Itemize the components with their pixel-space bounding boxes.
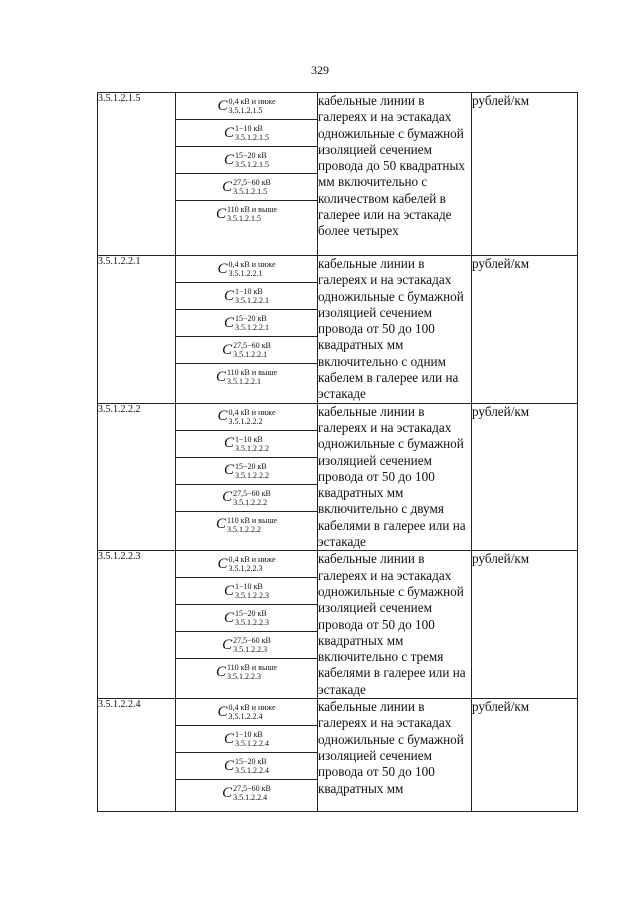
- rate-formula: [216, 663, 277, 681]
- rate-letter: C: [223, 609, 234, 626]
- rate-symbol: [176, 337, 317, 364]
- rate-formula: [224, 462, 269, 480]
- rate-letter: C: [222, 178, 233, 195]
- rate-letter: C: [223, 151, 234, 168]
- voltage-label: 15−20 кВ: [235, 461, 267, 471]
- table-row: [98, 256, 578, 404]
- rate-formula: [217, 703, 275, 721]
- rate-scripts: [228, 97, 275, 115]
- row-symbols: [176, 699, 318, 812]
- rate-index: 3.5.1.2.2.2: [233, 497, 268, 507]
- voltage-label: 15−20 кВ: [235, 314, 267, 323]
- rate-index: 3.5.1.2.1.5: [226, 214, 261, 223]
- symbol-list: [176, 404, 317, 538]
- voltage-label: 0,4 кВ и ниже: [228, 97, 276, 106]
- rate-formula: [224, 609, 269, 627]
- rate-scripts: [227, 663, 277, 681]
- rate-scripts: [227, 368, 277, 386]
- rate-letter: C: [217, 555, 228, 572]
- rate-formula: [224, 582, 269, 600]
- rate-formula: [222, 341, 271, 359]
- rate-index: 3.5.1.2.2.1: [228, 269, 263, 278]
- row-unit: рублей/км: [472, 403, 578, 551]
- rate-symbol: [176, 753, 317, 780]
- rate-symbol: [176, 310, 317, 337]
- rate-scripts: [228, 703, 275, 721]
- rate-scripts: [235, 124, 269, 142]
- rate-scripts: [235, 287, 269, 305]
- row-symbols: [176, 551, 318, 699]
- row-description: кабельные линии в галереях и на эстакадах одножильные с бумажной изоляцией сечением провода от 50 до 100 квадратных мм включительно с двумя кабелями в галерее или на эстакаде: [318, 403, 472, 551]
- rate-symbol: [176, 256, 317, 283]
- voltage-label: 27,5−60 кВ: [233, 341, 271, 350]
- row-symbols: [176, 403, 318, 551]
- rate-index: 3.5.1.2.2.2: [235, 443, 269, 453]
- rate-scripts: [235, 609, 269, 627]
- rate-letter: C: [222, 784, 233, 801]
- rate-symbol: [176, 147, 317, 174]
- rate-index: 3.5.1.2.2.1: [233, 350, 268, 359]
- rate-letter: C: [217, 260, 228, 277]
- rate-formula: [217, 408, 275, 426]
- row-code: 3.5.1.2.2.3: [98, 551, 176, 699]
- voltage-label: 27,5−60 кВ: [233, 488, 271, 498]
- voltage-label: 27,5−60 кВ: [233, 636, 271, 646]
- rate-formula: [222, 636, 271, 654]
- rate-letter: C: [223, 314, 234, 331]
- rate-scripts: [233, 341, 271, 359]
- voltage-label: 110 кВ и выше: [226, 205, 278, 214]
- rate-symbol: [176, 485, 317, 512]
- rate-formula: [217, 260, 275, 278]
- symbol-list: [176, 699, 317, 806]
- rate-scripts: [235, 314, 269, 332]
- rate-index: 3.5.1.2.1.5: [228, 106, 263, 115]
- rate-index: 3.5.1.2.2.4: [233, 793, 268, 803]
- rate-scripts: [228, 555, 275, 573]
- row-description: кабельные линии в галереях и на эстакадах одножильные с бумажной изоляцией сечением провода до 50 квадратных мм включительно с количеством кабелей в галерее или на эстакаде более четырех: [318, 93, 472, 256]
- rate-letter: C: [223, 582, 234, 599]
- rate-formula: [216, 205, 277, 223]
- rate-index: 3.5.1.2.2.4: [235, 739, 269, 749]
- row-description: кабельные линии в галереях и на эстакадах одножильные с бумажной изоляцией сечением провода от 50 до 100 квадратных мм включительно с одним кабелем в галерее или на эстакаде: [318, 256, 472, 404]
- symbol-list: [176, 93, 317, 227]
- rate-scripts: [233, 178, 271, 196]
- voltage-label: 27,5−60 кВ: [233, 178, 271, 187]
- row-unit: рублей/км: [472, 699, 578, 812]
- row-code: 3.5.1.2.1.5: [98, 93, 176, 256]
- row-unit: рублей/км: [472, 551, 578, 699]
- rate-symbol: [176, 659, 317, 685]
- voltage-label: 15−20 кВ: [235, 609, 267, 619]
- rate-index: 3.5.1.2.2.2: [228, 416, 263, 426]
- rate-symbol: [176, 404, 317, 431]
- rate-scripts: [227, 205, 277, 223]
- rate-formula: [222, 489, 271, 507]
- rate-symbol: [176, 632, 317, 659]
- table-row: [98, 93, 578, 256]
- rate-symbol: [176, 364, 317, 390]
- voltage-label: 110 кВ и выше: [226, 515, 278, 525]
- rate-letter: C: [215, 663, 226, 680]
- rate-index: 3.5.1.2.2.4: [235, 766, 269, 776]
- row-description: кабельные линии в галереях и на эстакадах одножильные с бумажной изоляцией сечением провода от 50 до 100 квадратных мм включительно с тремя кабелями в галерее или на эстакаде: [318, 551, 472, 699]
- rate-index: 3.5.1.2.2.1: [235, 296, 269, 305]
- voltage-label: 0,4 кВ и ниже: [228, 407, 276, 417]
- row-code: 3.5.1.2.2.2: [98, 403, 176, 551]
- rate-letter: C: [223, 757, 234, 774]
- rate-formula: [216, 368, 277, 386]
- rate-index: 3.5.1.2.2.1: [235, 323, 269, 332]
- rate-formula: [217, 555, 275, 573]
- rate-index: 3.5.1.2.2.3: [235, 591, 269, 601]
- rate-symbol: [176, 201, 317, 227]
- rate-symbol: [176, 605, 317, 632]
- rate-letter: C: [223, 124, 234, 141]
- voltage-label: 0,4 кВ и ниже: [228, 703, 276, 713]
- voltage-label: 110 кВ и выше: [226, 663, 278, 673]
- table-row: [98, 403, 578, 551]
- rate-index: 3.5.1.2.1.5: [235, 160, 269, 169]
- row-unit: рублей/км: [472, 93, 578, 256]
- rate-formula: [224, 314, 269, 332]
- voltage-label: 1−10 кВ: [235, 287, 263, 296]
- voltage-label: 15−20 кВ: [235, 757, 267, 767]
- voltage-label: 0,4 кВ и ниже: [228, 555, 276, 565]
- rate-index: 3.5.1.2.2.3: [226, 672, 261, 682]
- row-symbols: [176, 256, 318, 404]
- rate-symbol: [176, 699, 317, 726]
- row-description: кабельные линии в галереях и на эстакадах одножильные с бумажной изоляцией сечением провода от 50 до 100 квадратных мм: [318, 699, 472, 812]
- rate-symbol: [176, 458, 317, 485]
- rate-symbol: [176, 578, 317, 605]
- symbol-list: [176, 551, 317, 685]
- rate-formula: [222, 784, 271, 802]
- rate-symbol: [176, 726, 317, 753]
- rate-symbol: [176, 780, 317, 806]
- rate-index: 3.5.1.2.1.5: [233, 187, 268, 196]
- table-row: [98, 699, 578, 812]
- rate-formula: [216, 516, 277, 534]
- rate-scripts: [235, 151, 269, 169]
- rate-scripts: [233, 636, 271, 654]
- tariff-table: [97, 92, 578, 812]
- page-number: 329: [311, 63, 329, 77]
- rate-formula: [224, 757, 269, 775]
- rate-letter: C: [222, 489, 233, 506]
- rate-scripts: [235, 757, 269, 775]
- rate-letter: C: [215, 516, 226, 533]
- voltage-label: 15−20 кВ: [235, 151, 267, 160]
- rate-formula: [224, 435, 269, 453]
- rate-formula: [217, 97, 275, 115]
- row-code: 3.5.1.2.2.4: [98, 699, 176, 812]
- rate-letter: C: [215, 368, 226, 385]
- rate-symbol: [176, 551, 317, 578]
- rate-letter: C: [217, 408, 228, 425]
- voltage-label: 0,4 кВ и ниже: [228, 260, 276, 269]
- rate-letter: C: [223, 287, 234, 304]
- voltage-label: 27,5−60 кВ: [233, 784, 271, 794]
- rate-symbol: [176, 174, 317, 201]
- table-row: [98, 551, 578, 699]
- rate-scripts: [233, 489, 271, 507]
- rate-symbol: [176, 120, 317, 147]
- symbol-list: [176, 256, 317, 390]
- rate-index: 3.5.1.2.2.3: [233, 645, 268, 655]
- rate-index: 3.5.1.2.1.5: [235, 133, 269, 142]
- voltage-label: 1−10 кВ: [235, 124, 263, 133]
- rate-formula: [224, 151, 269, 169]
- row-unit: рублей/км: [472, 256, 578, 404]
- rate-letter: C: [223, 462, 234, 479]
- rate-formula: [222, 178, 271, 196]
- row-symbols: [176, 93, 318, 256]
- rate-formula: [224, 124, 269, 142]
- rate-symbol: [176, 283, 317, 310]
- rate-scripts: [235, 462, 269, 480]
- rate-scripts: [235, 435, 269, 453]
- rate-index: 3.5.1.2.2.4: [228, 712, 263, 722]
- rate-index: 3.5.1.2.2.2: [235, 470, 269, 480]
- rate-letter: C: [222, 636, 233, 653]
- voltage-label: 1−10 кВ: [235, 730, 263, 740]
- rate-letter: C: [223, 730, 234, 747]
- row-code: 3.5.1.2.2.1: [98, 256, 176, 404]
- rate-scripts: [235, 730, 269, 748]
- voltage-label: 1−10 кВ: [235, 434, 263, 444]
- rate-scripts: [227, 516, 277, 534]
- rate-letter: C: [217, 97, 228, 114]
- rate-symbol: [176, 93, 317, 120]
- table-body: [98, 93, 578, 812]
- rate-scripts: [233, 784, 271, 802]
- rate-letter: C: [223, 435, 234, 452]
- rate-index: 3.5.1.2.2.3: [235, 618, 269, 628]
- rate-formula: [224, 730, 269, 748]
- rate-symbol: [176, 512, 317, 538]
- rate-scripts: [228, 260, 275, 278]
- rate-scripts: [235, 582, 269, 600]
- rate-formula: [224, 287, 269, 305]
- rate-index: 3.5.1.2.2.1: [226, 377, 261, 386]
- rate-letter: C: [222, 341, 233, 358]
- rate-letter: C: [215, 205, 226, 222]
- rate-symbol: [176, 431, 317, 458]
- rate-index: 3.5.1.2.2.2: [226, 524, 261, 534]
- rate-scripts: [228, 408, 275, 426]
- voltage-label: 110 кВ и выше: [226, 368, 278, 377]
- rate-letter: C: [217, 703, 228, 720]
- voltage-label: 1−10 кВ: [235, 582, 263, 592]
- rate-index: 3.5.1.2.2.3: [228, 564, 263, 574]
